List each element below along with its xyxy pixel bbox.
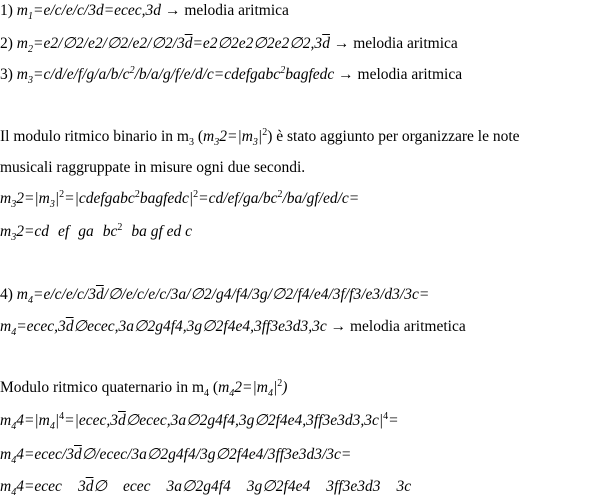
equation: | bbox=[257, 128, 263, 145]
text: musicali raggruppate in misure ogni due secondi. bbox=[0, 159, 306, 176]
equation: | bbox=[272, 379, 278, 396]
paragraph-binary-line2 bbox=[0, 158, 305, 178]
line-m4-4-grouped bbox=[0, 477, 411, 497]
subscript: 3 bbox=[49, 199, 55, 211]
equation: 2=|m bbox=[234, 379, 268, 396]
var-m: m bbox=[0, 223, 12, 240]
equation: =cd/ef/ga/bc bbox=[198, 190, 278, 207]
subscript: 3 bbox=[11, 199, 17, 211]
subscript: 4 bbox=[28, 295, 33, 307]
overlined-d: $\overline{d}$ bbox=[322, 35, 330, 52]
superscript: 2 bbox=[134, 188, 140, 200]
subscript: 4 bbox=[11, 327, 17, 339]
group: ecec bbox=[122, 478, 151, 495]
equation: =e/c/e/c/3d=ecec,3d bbox=[33, 2, 162, 19]
var-m: m bbox=[0, 446, 12, 463]
superscript: 2 bbox=[277, 188, 283, 200]
superscript: 2 bbox=[280, 64, 286, 76]
equation: ∅ecec,3a∅2g4f4,3g∅2f4e4,3ff3e3d3,3c| bbox=[125, 412, 384, 429]
equation: 2=|m bbox=[219, 128, 253, 145]
subscript: 3 bbox=[11, 232, 17, 244]
subscript: 4 bbox=[11, 421, 17, 433]
paragraph-quaternary bbox=[0, 378, 287, 398]
equation: 2=|m bbox=[16, 190, 50, 207]
subscript: 4 bbox=[49, 421, 55, 433]
text: ( bbox=[194, 128, 204, 145]
subscript: 4 bbox=[11, 455, 17, 467]
group: ef bbox=[58, 223, 70, 240]
text: Il modulo ritmico binario in m bbox=[0, 128, 189, 145]
label: melodia aritmetica bbox=[349, 318, 466, 335]
arrow: → bbox=[334, 66, 358, 83]
paragraph-binary-line1 bbox=[0, 127, 520, 147]
line-m4-4-slashed bbox=[0, 445, 351, 465]
equation-part3: bagfedc bbox=[285, 66, 335, 83]
equation-part2: ∅ecec,3a∅2g4f4,3g∅2f4e4,3ff3e3d3,3c bbox=[73, 318, 327, 335]
group: 4=ecec bbox=[16, 478, 62, 495]
equation: = bbox=[388, 412, 399, 429]
overlined-d: $\overline{d}$ bbox=[85, 478, 94, 495]
subscript: 2 bbox=[28, 44, 33, 56]
line-m4-4-expansion bbox=[0, 411, 399, 431]
overlined-d: $\overline{d}$ bbox=[74, 446, 82, 463]
overlined-d: $\overline{d}$ bbox=[118, 412, 126, 429]
label: melodia aritmica bbox=[357, 66, 463, 83]
subscript: 3 bbox=[28, 75, 33, 87]
var-m: m bbox=[0, 318, 12, 335]
subscript: 4 bbox=[204, 388, 210, 400]
var-m: m bbox=[0, 412, 12, 429]
superscript: 4 bbox=[383, 410, 389, 422]
text: ( bbox=[209, 379, 219, 396]
line-m3 bbox=[0, 65, 462, 85]
superscript: 2 bbox=[117, 221, 123, 233]
line-m4-compact bbox=[0, 317, 466, 337]
text: ) è stato aggiunto per organizzare le note bbox=[267, 128, 520, 145]
arrow: → bbox=[161, 2, 185, 19]
superscript: 4 bbox=[59, 410, 65, 422]
arrow: → bbox=[326, 318, 350, 335]
superscript: 2 bbox=[193, 188, 199, 200]
equation: bagfedc| bbox=[139, 190, 194, 207]
var-m: m bbox=[203, 128, 215, 145]
subscript: 4 bbox=[267, 388, 273, 400]
item-number: 1) bbox=[0, 2, 17, 19]
equation: | bbox=[54, 190, 60, 207]
item-number: 4) bbox=[0, 286, 17, 303]
line-m4 bbox=[0, 285, 429, 305]
subscript: 4 bbox=[11, 487, 17, 499]
subscript: 3 bbox=[189, 137, 194, 149]
subscript: 4 bbox=[229, 388, 235, 400]
item-number: 3) bbox=[0, 66, 17, 83]
var-m: m bbox=[16, 35, 28, 52]
equation: =|cdefgabc bbox=[64, 190, 135, 207]
var-m: m bbox=[16, 2, 28, 19]
equation: ∅/ecec/3a∅2g4f4/3g∅2f4e4/3ff3e3d3/3c= bbox=[81, 446, 352, 463]
equation-part2: /b/a/g/f/e/d/c=cdefgabc bbox=[134, 66, 281, 83]
equation: 4=|m bbox=[16, 412, 50, 429]
var-m: m bbox=[16, 66, 28, 83]
equation-part2: =e2∅2e2∅2e2∅2,3 bbox=[192, 35, 323, 52]
subscript: 3 bbox=[252, 137, 258, 149]
superscript: 2 bbox=[277, 377, 283, 389]
group: 3a∅2g4f4 bbox=[166, 478, 231, 495]
subscript: 3 bbox=[214, 137, 220, 149]
equation: =ecec,3 bbox=[16, 318, 66, 335]
group: 3c bbox=[396, 478, 412, 495]
group: bc bbox=[102, 223, 118, 240]
superscript: 2 bbox=[59, 188, 65, 200]
var-m: m bbox=[16, 286, 28, 303]
subscript: 1 bbox=[28, 11, 33, 23]
group: 3 bbox=[77, 478, 86, 495]
group: 3g∅2f4e4 bbox=[246, 478, 311, 495]
var-m: m bbox=[0, 190, 12, 207]
superscript: 2 bbox=[129, 64, 135, 76]
arrow: → bbox=[329, 35, 354, 52]
line-m2 bbox=[0, 34, 458, 54]
item-number: 2) bbox=[0, 35, 17, 52]
var-m: m bbox=[0, 478, 12, 495]
group: 2=cd bbox=[16, 223, 50, 240]
var-m: m bbox=[218, 379, 230, 396]
superscript: 2 bbox=[262, 126, 268, 138]
line-m1 bbox=[0, 1, 289, 21]
group: ga bbox=[78, 223, 94, 240]
equation: | bbox=[54, 412, 60, 429]
label: melodia aritmica bbox=[353, 35, 458, 52]
equation: /ba/gf/ed/c= bbox=[282, 190, 360, 207]
line-m3-2-expansion bbox=[0, 189, 359, 209]
equation: =e/c/e/c/3 bbox=[33, 286, 96, 303]
equation: 4=ecec/3 bbox=[16, 446, 74, 463]
label: melodia aritmica bbox=[184, 2, 289, 19]
group: 3ff3e3d3 bbox=[326, 478, 381, 495]
group: ∅ bbox=[93, 478, 107, 495]
overlined-d: $\overline{d}$ bbox=[95, 286, 104, 303]
line-m3-2-grouped bbox=[0, 222, 192, 242]
group: ba gf ed c bbox=[131, 223, 193, 240]
text: Modulo ritmico quaternario in m bbox=[0, 379, 205, 396]
overlined-d: $\overline{d}$ bbox=[65, 318, 74, 335]
equation: =|ecec,3 bbox=[64, 412, 119, 429]
equation: ) bbox=[282, 379, 288, 396]
equation: =c/d/e/f/g/a/b/c bbox=[33, 66, 130, 83]
equation-part2: /∅/e/c/e/c/3a/∅2/g4/f4/3g/∅2/f4/e4/3f/f3/e3/d3/3c= bbox=[103, 286, 430, 303]
overlined-d: $\overline{d}$ bbox=[184, 35, 193, 52]
equation: =e2/∅2/e2/∅2/e2/∅2/3 bbox=[33, 35, 185, 52]
